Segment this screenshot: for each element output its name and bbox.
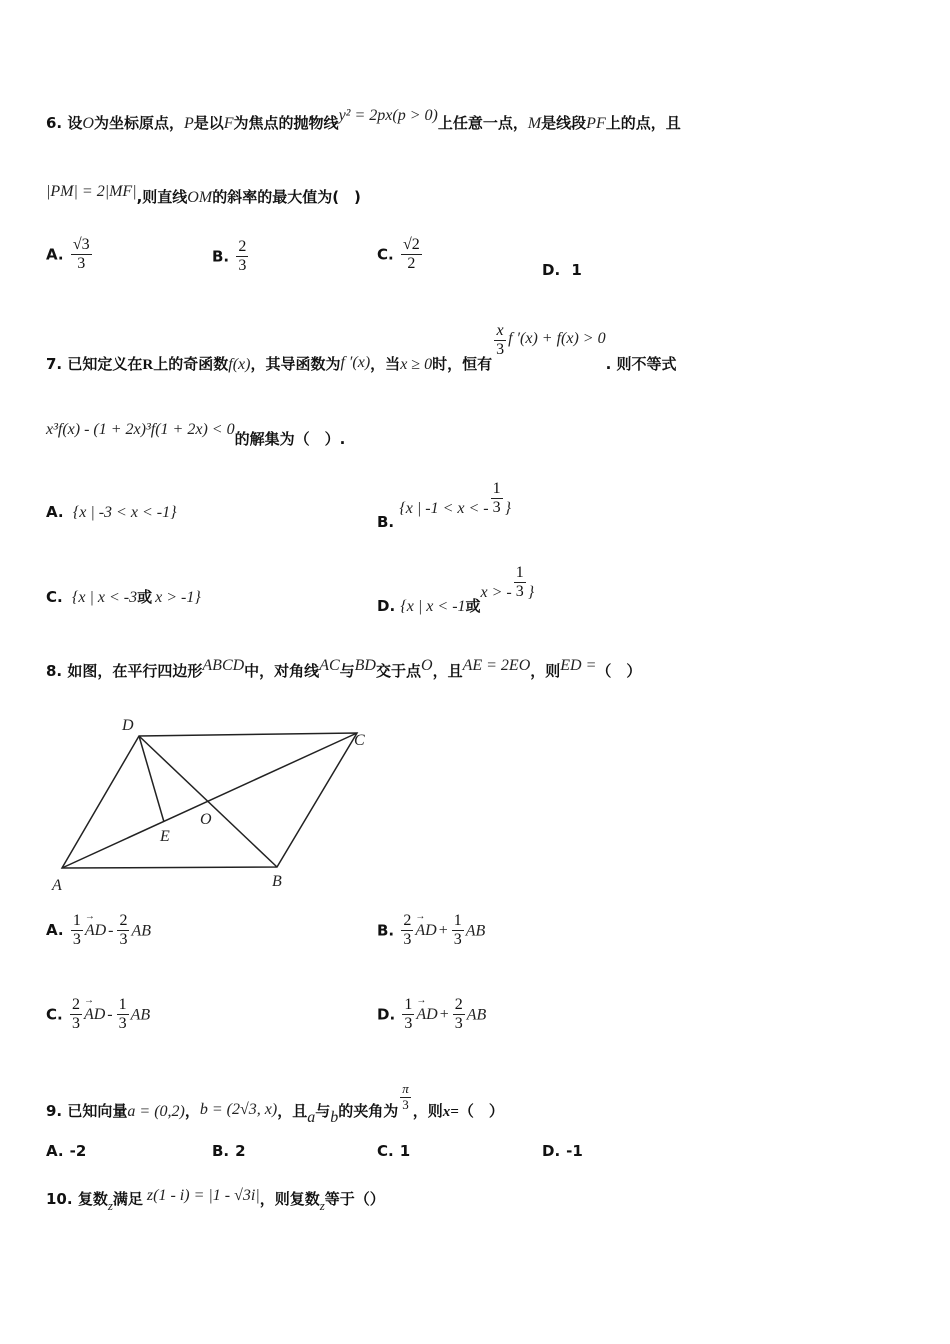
q6-text: 是以 (193, 114, 224, 132)
q8-option-a[interactable]: A. $\frac{1}{3}$ → AD - $\frac{2}{3}$ AB (46, 911, 152, 949)
q10-equation: z(1 - i) = |1 - √3i| (146, 1187, 260, 1204)
q6-text: 上任意一点， (437, 114, 528, 132)
q7-x-over-3: $\frac{x}{3}$ (496, 322, 505, 359)
q8-number: 8. (46, 662, 63, 680)
q9-text: 已知向量 (67, 1101, 128, 1120)
q9-text: 的夹角为 (338, 1101, 399, 1120)
q6-text: 上的点，且 (605, 114, 681, 132)
q6-text: 的斜率的最大值为( ) (212, 188, 361, 206)
q9-text: 与 (315, 1101, 331, 1120)
q9-number: 9. (46, 1101, 63, 1120)
q7-line2 (46, 421, 346, 448)
q6-option-a-fraction: $\frac{√3}{3}$ (72, 236, 90, 273)
diagonal-bd (139, 736, 277, 867)
q8-line1 (46, 657, 642, 681)
q8-condition: AE = 2EO (462, 657, 531, 674)
q6-point-o: O (82, 115, 94, 132)
q10-text: 等于（） (324, 1190, 385, 1208)
q8-text: （ ） (596, 662, 642, 680)
q9-option-d[interactable]: D. -1 (542, 1142, 583, 1160)
q10-text: ，则复数 (259, 1190, 320, 1208)
label-e: E (160, 828, 170, 845)
q9-text: ，则 (412, 1101, 443, 1120)
q8-vector-ed: ED = (560, 657, 597, 674)
q7-option-a[interactable]: A. {x | -3 < x < -1} (46, 503, 177, 521)
q8-text: ，且 (432, 662, 463, 680)
q9-option-b[interactable]: B. 2 (212, 1142, 246, 1160)
q8-diagonal-ac: AC (319, 657, 340, 674)
q6-text: 是线段 (541, 114, 587, 132)
q7-text: . 则不等式 (605, 355, 677, 374)
q8-option-d[interactable]: D. $\frac{1}{3}$ → AD + $\frac{2}{3}$ AB (377, 995, 487, 1033)
q9-vector-b: b = (2√3, x) (199, 1100, 278, 1118)
label-o: O (200, 811, 212, 828)
q7-real-set: R (142, 357, 154, 374)
label-a: A (52, 877, 62, 894)
q7-option-b[interactable]: B. {x | -1 < x < - $\frac{1}{3}$ } (377, 480, 512, 532)
q6-text: 为坐标原点， (93, 114, 184, 132)
q6-option-c-fraction: $\frac{√2}{2}$ (402, 236, 420, 273)
q8-text: ，则 (530, 662, 561, 680)
q7-text: 上的奇函数 (153, 355, 229, 374)
q10-number: 10. (46, 1190, 73, 1208)
q9-option-c[interactable]: C. 1 (377, 1142, 411, 1160)
q6-text: 为焦点的抛物线 (233, 114, 339, 132)
q6-option-b[interactable]: B. $\frac{2}{3}$ (212, 238, 247, 275)
q8-text: 与 (339, 662, 355, 680)
q7-number: 7. (46, 355, 63, 374)
q7-option-c[interactable]: C. {x | x < -3或 x > -1} (46, 588, 201, 606)
q7-text: ，当 (370, 355, 401, 374)
q6-option-a[interactable]: A. $\frac{√3}{3}$ (46, 236, 90, 273)
q6-option-c[interactable]: C. $\frac{√2}{2}$ (377, 236, 420, 273)
q6-text: ,则直线 (136, 188, 188, 206)
q6-condition: |PM| = 2|MF| (46, 183, 137, 200)
q9-line1: 9. 已知向量a = (0,2)，b = (2√3, x)，且a与b的夹角为 $\frac{\pi}{3}$ ，则x=（ ） (46, 1081, 504, 1126)
q7-text: 已知定义在 (67, 355, 143, 374)
q9-vector-a: a = (0,2) (127, 1102, 185, 1120)
label-c: C (354, 732, 365, 749)
q9-angle: $\frac{\pi}{3}$ (402, 1081, 409, 1112)
q8-parallelogram-figure (40, 710, 380, 900)
q7-function: f(x) (228, 356, 251, 374)
q6-point-m: M (527, 115, 542, 132)
label-b: B (272, 873, 282, 890)
q10-line1: 10. 复数z满足 z(1 - i) = |1 - √3i|，则复数z等于（） (46, 1187, 385, 1213)
q6-point-p: P (183, 115, 194, 132)
q7-target-inequality: x³f(x) - (1 + 2x)³f(1 + 2x) < 0 (46, 421, 235, 438)
q6-line1 (46, 107, 681, 133)
label-d: D (122, 717, 134, 734)
q8-point-o: O (421, 657, 433, 674)
q6-line-om: OM (187, 189, 213, 206)
q8-text: 如图，在平行四边形 (67, 662, 203, 680)
q7-line1 (46, 322, 677, 374)
q7-condition: x ≥ 0 (400, 356, 433, 374)
q7-option-d[interactable]: D. {x | x < -1或x > - $\frac{1}{3}$ } (377, 564, 535, 616)
q6-option-b-fraction: $\frac{2}{3}$ (238, 238, 247, 275)
q7-text: ，其导函数为 (250, 355, 341, 374)
q6-segment-pf: PF (586, 115, 606, 132)
q7-inequality: f ′(x) + f(x) > 0 (508, 330, 606, 348)
q6-number: 6. (46, 114, 63, 132)
q8-option-c[interactable]: C. $\frac{2}{3}$ → AD - $\frac{1}{3}$ AB (46, 995, 151, 1033)
q8-text: 中，对角线 (244, 662, 320, 680)
q9-text: ，且 (277, 1101, 308, 1120)
q6-text: 设 (67, 114, 83, 132)
q8-option-b[interactable]: B. $\frac{2}{3}$ → AD + $\frac{1}{3}$ AB (377, 911, 486, 949)
q9-option-a[interactable]: A. -2 (46, 1142, 87, 1160)
q8-parallelogram: ABCD (202, 657, 245, 674)
q7-text: 的解集为（ ）. (234, 430, 346, 448)
q6-option-d[interactable]: D. 1 (542, 261, 582, 279)
q10-text: 满足 (112, 1190, 143, 1208)
q6-parabola-equation: y² = 2px(p > 0) (338, 107, 438, 124)
q8-text: 交于点 (375, 662, 421, 680)
q6-line2 (46, 183, 361, 207)
q9-text: （ ） (458, 1101, 504, 1120)
q7-derivative: f ′(x) (340, 354, 371, 372)
q7-text: 时，恒有 (432, 355, 493, 374)
diagonal-ac (62, 733, 357, 868)
q6-focus-f: F (223, 115, 234, 132)
q8-diagonal-bd: BD (354, 657, 376, 674)
q10-text: 复数 (77, 1190, 108, 1208)
